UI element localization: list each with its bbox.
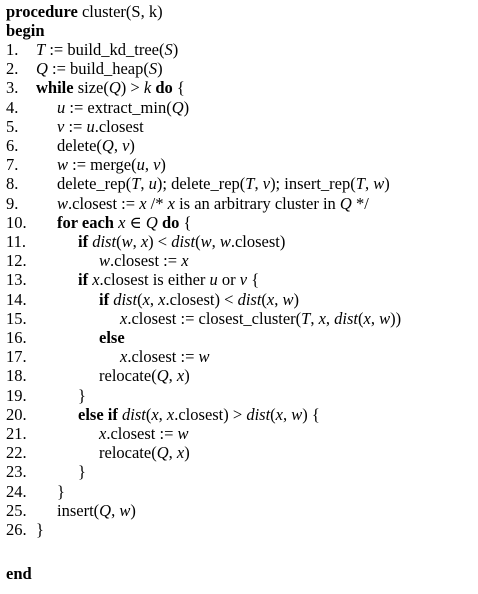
text-token: ,	[283, 404, 292, 424]
procedure-keyword: procedure	[6, 2, 78, 21]
text-token: .closest :=	[106, 424, 178, 443]
text-token: .closest :=	[127, 347, 199, 367]
variable-token: Q	[99, 500, 112, 520]
text-token: delete(	[57, 136, 102, 155]
text-token: delete_rep(	[57, 174, 132, 194]
line-number: 19.	[6, 385, 27, 405]
text-token: )	[183, 97, 190, 117]
text-token: {	[179, 212, 192, 232]
line-code	[36, 78, 185, 97]
text-token: (	[137, 289, 143, 309]
line-number: 18.	[6, 366, 27, 386]
variable-token: T	[131, 174, 141, 194]
keyword-token: else	[99, 328, 125, 347]
text-token: ,	[168, 366, 177, 386]
line-code	[120, 347, 210, 366]
variable-token: u	[57, 97, 66, 117]
text-token: ,	[132, 232, 141, 251]
line-code	[36, 59, 163, 78]
variable-token: x	[151, 404, 159, 424]
variable-token: w	[200, 232, 212, 251]
line-number: 14.	[6, 289, 27, 309]
variable-token: u	[209, 270, 218, 290]
text-token: relocate(	[99, 443, 157, 463]
variable-token: x	[181, 251, 189, 271]
variable-token: w	[282, 289, 294, 309]
variable-token: w	[57, 193, 69, 213]
text-token: (	[145, 404, 152, 424]
variable-token: v	[262, 174, 271, 194]
text-token: (	[116, 232, 122, 251]
line-code	[57, 98, 189, 117]
line-number: 6.	[6, 136, 19, 155]
keyword-token: if	[99, 289, 110, 309]
text-token: {	[247, 270, 260, 290]
text-token: )	[130, 500, 136, 520]
variable-token: x	[167, 193, 175, 213]
variable-token: k	[143, 78, 152, 98]
text-token: )	[184, 366, 190, 386]
line-code	[78, 405, 320, 424]
variable-token: Q	[36, 59, 48, 79]
variable-token: x	[275, 404, 283, 424]
text-token: (	[358, 308, 364, 328]
procedure-signature: cluster(S, k)	[81, 2, 163, 21]
text-token: ,	[310, 308, 319, 328]
text-token: ) <	[148, 232, 172, 251]
line-code	[99, 328, 125, 347]
variable-token: T	[36, 40, 46, 59]
variable-token: dist	[237, 289, 262, 309]
text-token: insert(	[57, 500, 100, 520]
text-token: relocate(	[99, 366, 157, 386]
text-token: .closest) >	[174, 404, 247, 424]
variable-token: T	[301, 308, 311, 328]
begin-keyword: begin	[6, 21, 45, 40]
line-number: 13.	[6, 270, 27, 290]
variable-token: w	[99, 251, 111, 271]
variable-token: x	[318, 308, 326, 328]
line-code	[57, 136, 135, 155]
variable-token: Q	[108, 78, 121, 98]
keyword-token: if	[78, 270, 89, 290]
line-number: 5.	[6, 116, 19, 136]
variable-token: dist	[246, 404, 271, 424]
text-token: := extract_min(	[65, 97, 172, 117]
keyword-token: if	[78, 232, 89, 251]
variable-token: x	[266, 289, 275, 309]
line-code	[99, 424, 189, 443]
text-token: ,	[144, 155, 154, 175]
text-token: ,	[274, 289, 283, 309]
text-token: ) >	[120, 78, 144, 98]
variable-token: v	[57, 116, 65, 136]
line-number: 2.	[6, 59, 19, 79]
text-token: ,	[113, 136, 123, 155]
keyword-token: do	[161, 212, 180, 232]
text-token: ,	[168, 443, 177, 463]
text-token: := build_heap(	[47, 59, 149, 79]
text-token: .closest) <	[165, 289, 238, 309]
variable-token: v	[239, 270, 248, 290]
keyword-token: for each	[57, 212, 114, 232]
line-number: 26.	[6, 520, 27, 539]
variable-token: x	[142, 289, 150, 309]
line-number: 15.	[6, 308, 27, 328]
line-code	[120, 309, 401, 328]
text-token: .closest)	[230, 232, 286, 251]
text-token: )	[160, 155, 166, 175]
variable-token: w	[121, 232, 133, 251]
variable-token: x	[92, 270, 100, 290]
variable-token: T	[245, 174, 255, 194]
text-token: ,	[158, 404, 167, 424]
text-token: := merge(	[68, 155, 137, 175]
text-token: ,	[364, 174, 374, 194]
text-token: )	[384, 174, 390, 194]
line-code	[57, 155, 166, 174]
variable-token: Q	[156, 443, 169, 463]
line-code	[99, 366, 190, 385]
text-token: .closest	[94, 116, 144, 136]
text-token: /*	[146, 193, 168, 213]
text-token: is an arbitrary cluster in	[174, 193, 340, 213]
variable-token: x	[120, 308, 128, 328]
keyword-token: do	[155, 78, 173, 98]
variable-token: dist	[92, 232, 117, 251]
text-token: }	[36, 520, 44, 539]
line-code	[78, 462, 86, 481]
text-token: (	[261, 289, 267, 309]
line-number: 1.	[6, 40, 19, 59]
line-number: 23.	[6, 462, 27, 482]
variable-token: x	[118, 212, 126, 232]
line-code	[57, 501, 136, 520]
text-token: .closest is either	[99, 270, 210, 290]
line-number: 11.	[6, 232, 27, 251]
line-number: 16.	[6, 328, 27, 347]
line-number: 7.	[6, 155, 19, 175]
line-number: 21.	[6, 424, 27, 443]
line-number: 3.	[6, 78, 19, 98]
text-token: or	[217, 270, 240, 290]
line-number: 20.	[6, 404, 27, 424]
line-code	[57, 117, 144, 136]
variable-token: x	[166, 404, 175, 424]
text-token: }	[78, 462, 86, 482]
line-code	[36, 40, 178, 59]
procedure-header	[6, 2, 163, 21]
text-token: */	[351, 193, 369, 213]
variable-token: Q	[156, 366, 169, 386]
text-token: ,	[254, 174, 263, 194]
line-code	[78, 232, 285, 251]
text-token: ,	[140, 174, 149, 194]
text-token: .closest :=	[68, 193, 140, 213]
text-token: }	[78, 385, 86, 405]
variable-token: dist	[334, 308, 358, 328]
line-number: 12.	[6, 251, 27, 271]
line-code	[57, 194, 369, 213]
line-number: 8.	[6, 174, 19, 194]
line-number: 24.	[6, 481, 27, 501]
variable-token: dist	[171, 232, 196, 251]
text-token: {	[172, 78, 185, 98]
text-token: )	[184, 443, 190, 463]
keyword-token: while	[36, 78, 74, 98]
variable-token: x	[176, 366, 185, 386]
variable-token: x	[139, 193, 147, 213]
line-number: 25.	[6, 500, 27, 520]
variable-token: x	[120, 347, 128, 367]
keyword-token: else if	[78, 404, 118, 424]
text-token: ,	[370, 308, 380, 328]
variable-token: w	[119, 500, 131, 520]
text-token: :=	[64, 116, 87, 136]
variable-token: Q	[339, 193, 352, 213]
line-code	[78, 386, 86, 405]
variable-token: v	[153, 155, 161, 175]
variable-token: x	[140, 232, 149, 251]
line-code	[99, 443, 190, 462]
text-token: ) {	[302, 404, 320, 424]
line-number: 17.	[6, 347, 27, 367]
text-token: (	[195, 232, 201, 251]
text-token: .closest := closest_cluster(	[127, 308, 302, 328]
line-code	[99, 290, 299, 309]
text-token: )	[129, 136, 135, 155]
variable-token: S	[164, 40, 173, 59]
variable-token: Q	[171, 97, 184, 117]
variable-token: Q	[101, 136, 114, 155]
variable-token: w	[373, 174, 385, 194]
variable-token: u	[148, 174, 157, 194]
text-token: ); delete_rep(	[156, 174, 246, 194]
line-code	[36, 520, 44, 539]
variable-token: T	[355, 174, 365, 194]
line-number: 10.	[6, 212, 27, 232]
variable-token: w	[198, 347, 210, 367]
variable-token: u	[86, 116, 95, 136]
line-code	[57, 174, 390, 193]
text-token: )	[172, 40, 179, 59]
text-token: ∈	[125, 212, 146, 232]
text-token: size(	[73, 78, 109, 98]
variable-token: w	[219, 232, 231, 251]
text-token: (	[270, 404, 276, 424]
line-number: 22.	[6, 443, 27, 463]
variable-token: x	[176, 443, 185, 463]
variable-token: dist	[121, 404, 146, 424]
text-token: ,	[211, 232, 220, 251]
variable-token: v	[122, 136, 130, 155]
variable-token: x	[99, 424, 107, 443]
line-code	[99, 251, 189, 270]
text-token: ,	[149, 289, 159, 309]
text-token: := build_kd_tree(	[45, 40, 165, 59]
line-code	[78, 270, 259, 289]
line-code	[57, 213, 191, 232]
text-token: ); insert_rep(	[270, 174, 356, 194]
text-token: ,	[325, 308, 335, 328]
variable-token: dist	[113, 289, 138, 309]
variable-token: w	[291, 404, 303, 424]
variable-token: x	[158, 289, 166, 309]
end-keyword: end	[6, 564, 32, 583]
line-code	[57, 482, 65, 501]
text-token: }	[57, 481, 65, 501]
variable-token: w	[57, 155, 69, 175]
text-token: .closest :=	[110, 251, 182, 271]
variable-token: u	[136, 155, 145, 175]
text-token: )	[157, 59, 163, 79]
variable-token: w	[379, 308, 391, 328]
text-token: ,	[111, 500, 120, 520]
text-token: )	[293, 289, 299, 309]
variable-token: S	[148, 59, 158, 79]
variable-token: Q	[145, 212, 158, 232]
text-token: ))	[390, 308, 402, 328]
variable-token: x	[363, 308, 371, 328]
line-number: 4.	[6, 97, 19, 117]
line-number: 9.	[6, 193, 19, 213]
variable-token: w	[177, 424, 189, 443]
